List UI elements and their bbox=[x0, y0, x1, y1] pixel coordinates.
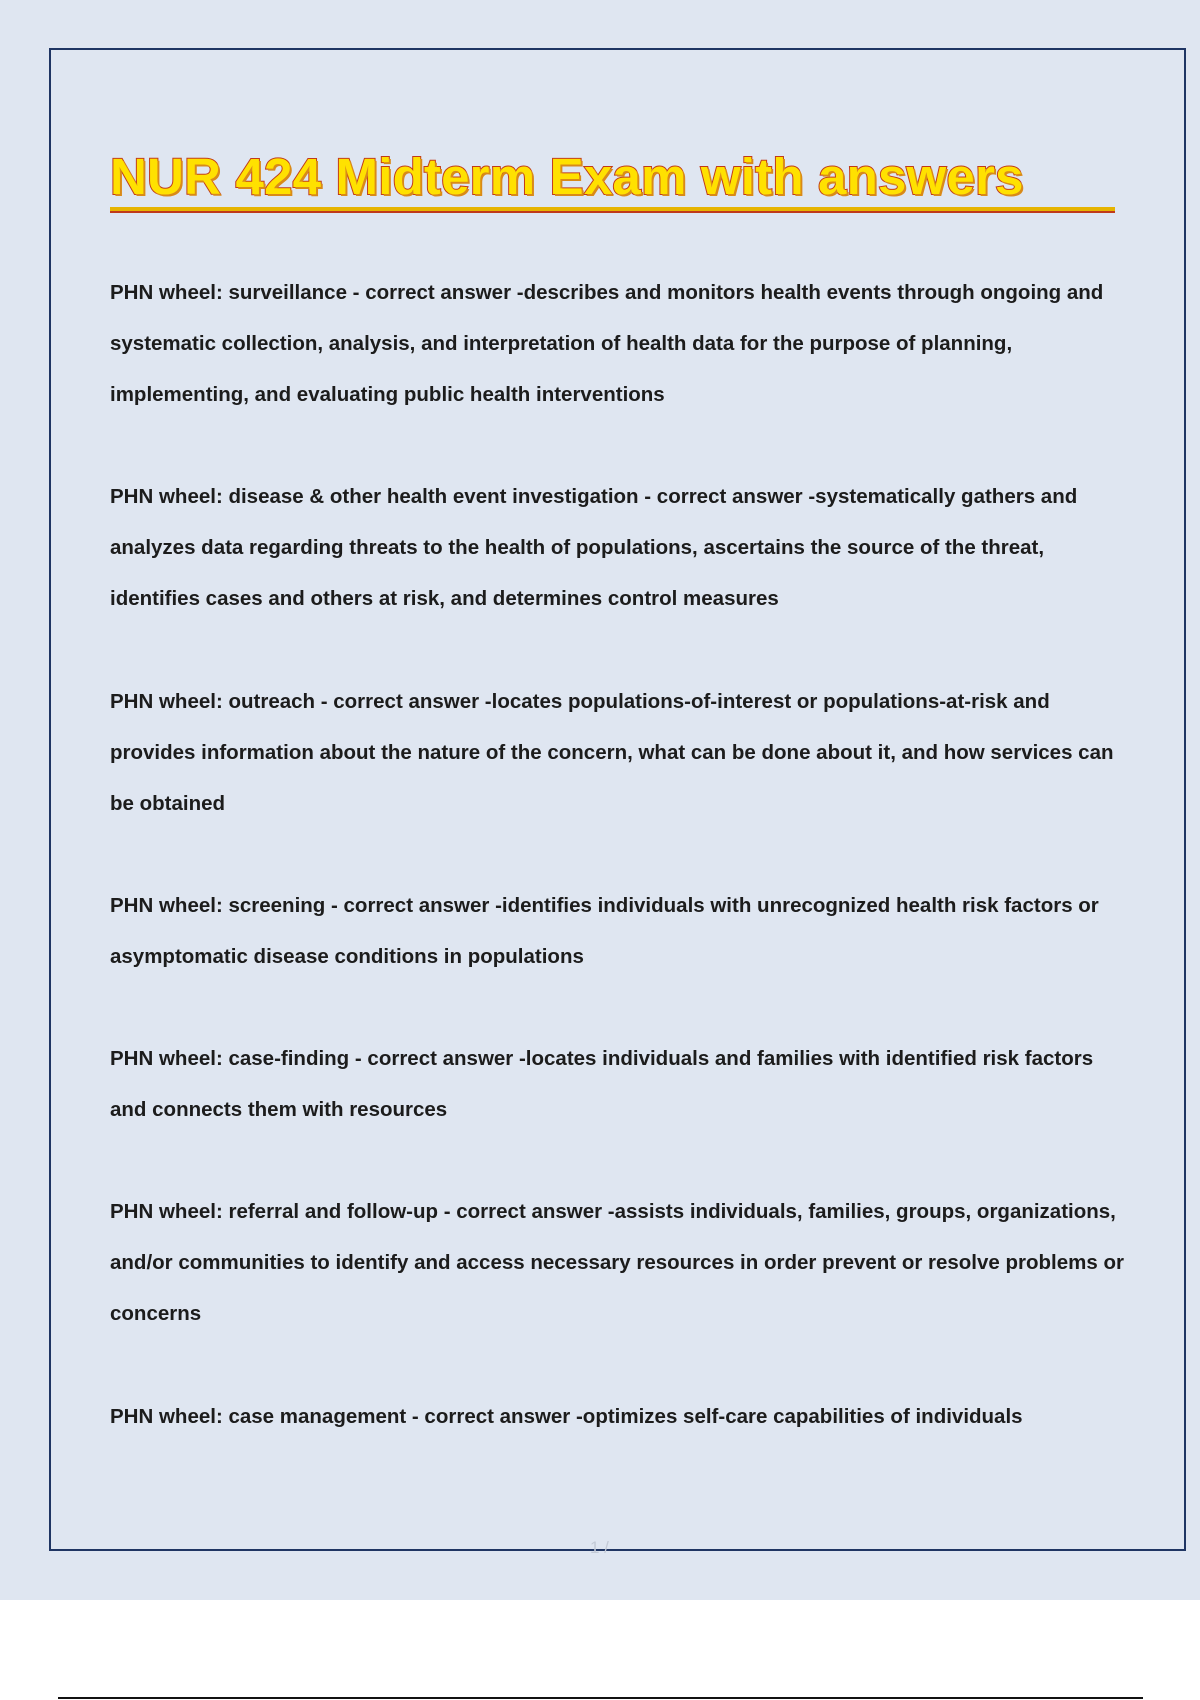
entry-outreach: PHN wheel: outreach - correct answer -locates populations-of-interest or populations-at-risk and provides information about the nature of the concern, what can be done about it, and how services can be obtained bbox=[110, 690, 1114, 815]
entry-referral-follow-up: PHN wheel: referral and follow-up - correct answer -assists individuals, families, groups, organizations, and/or communities to identify and access necessary resources in order prevent or resolve problems or concerns bbox=[110, 1200, 1124, 1325]
entry-disease-investigation: PHN wheel: disease & other health event investigation - correct answer -systematically gathers and analyzes data regarding threats to the health of populations, ascertains the source of the threat, identifies cases and others at risk, and determines control measures bbox=[110, 485, 1078, 610]
entry-case-management: PHN wheel: case management - correct answer -optimizes self-care capabilities of individuals bbox=[110, 1405, 1023, 1428]
document-title: NUR 424 Midterm Exam with answers bbox=[110, 148, 1024, 205]
entry-case-finding: PHN wheel: case-finding - correct answer -locates individuals and families with identified risk factors and connects them with resources bbox=[110, 1047, 1094, 1121]
entry-surveillance: PHN wheel: surveillance - correct answer -describes and monitors health events through ongoing and systematic collection, analysis, and interpretation of health data for the purpose of planning, implementing, and evaluating public health interventions bbox=[110, 281, 1104, 406]
footer-rule bbox=[58, 1697, 1143, 1699]
page-number: 1 / bbox=[590, 1538, 609, 1557]
title-underline bbox=[110, 207, 1115, 213]
entry-screening: PHN wheel: screening - correct answer -identifies individuals with unrecognized health risk factors or asymptomatic disease conditions in populations bbox=[110, 894, 1099, 968]
